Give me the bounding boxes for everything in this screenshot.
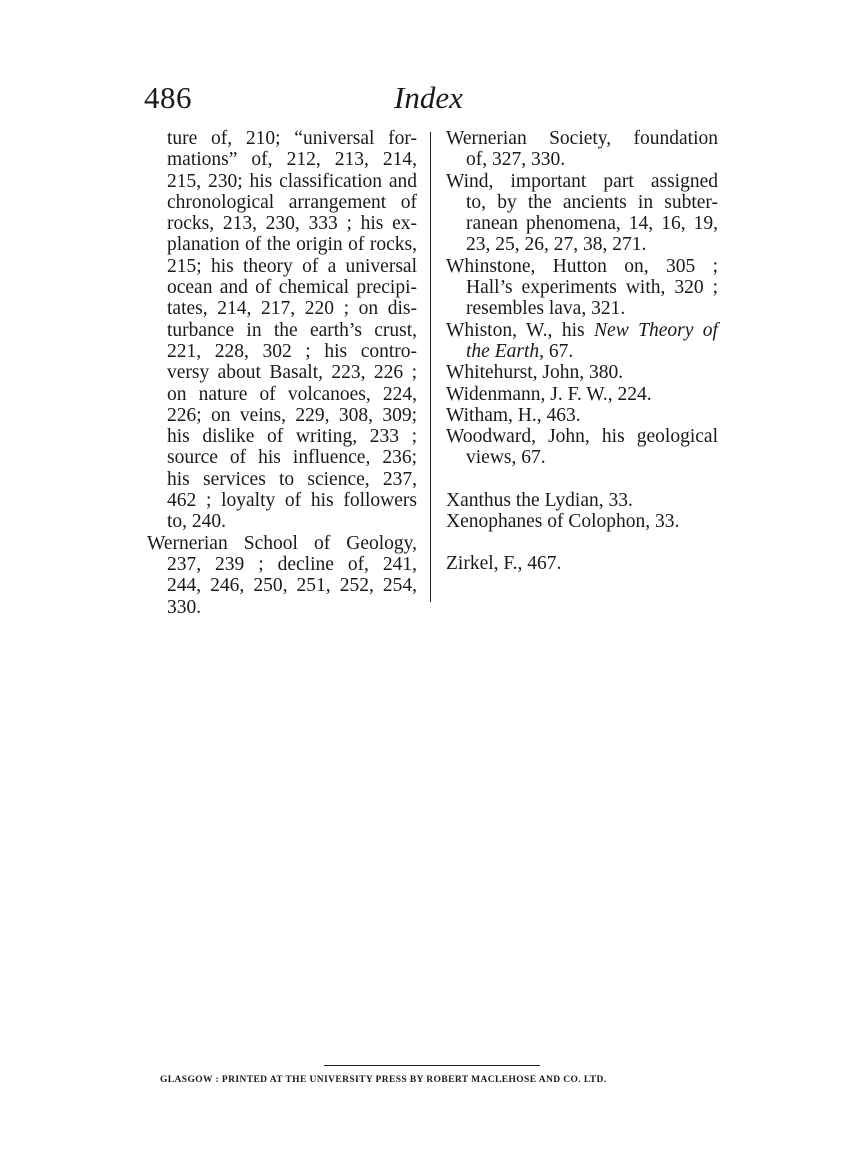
index-column-right [446, 128, 718, 575]
index-line: Wernerian Society, foundation [446, 128, 718, 149]
index-line: to, 240. [167, 511, 227, 533]
index-line [446, 341, 718, 362]
index-line: Hall’s experiments with, 320 ; [466, 277, 718, 299]
index-line: Whinstone, Hutton on, 305 ; [446, 255, 718, 277]
index-line: Widenmann, J. F. W., 224. [446, 383, 652, 405]
index-line: of, 327, 330. [466, 149, 566, 171]
index-line: tates, 214, 217, 220 ; on dis- [167, 298, 417, 320]
section-gap [446, 532, 718, 553]
index-line: 215, 230; his classification and [167, 170, 417, 192]
index-line: rocks, 213, 230, 333 ; his ex- [167, 213, 417, 235]
index-line: planation of the origin of rocks, [167, 234, 417, 256]
section-gap [446, 469, 718, 490]
printer-imprint: GLASGOW : PRINTED AT THE UNIVERSITY PRESS BY ROBERT MACLEHOSE AND CO. LTD. [160, 1075, 607, 1085]
index-entry-whinstone [446, 256, 718, 320]
index-entry-witham [446, 405, 718, 426]
index-line: Zirkel, F., 467. [446, 553, 562, 575]
index-text: , 67. [539, 340, 574, 362]
index-line: 226; on veins, 229, 308, 309; [167, 404, 417, 426]
index-entry-werner-continued [147, 128, 417, 533]
index-entry-wind [446, 171, 718, 256]
index-line: mations” of, 212, 213, 214, [167, 149, 417, 171]
index-line: Xanthus the Lydian, 33. [446, 489, 633, 511]
index-line: 23, 25, 26, 27, 38, 271. [466, 234, 647, 256]
index-line: on nature of volcanoes, 224, [167, 383, 417, 405]
index-line [446, 320, 718, 341]
index-entry-xenophanes [446, 511, 718, 532]
index-line: Woodward, John, his geological [446, 426, 718, 448]
index-entry-zirkel [446, 553, 718, 574]
index-line: 237, 239 ; decline of, 241, [167, 553, 417, 575]
index-line: Wind, important part assigned [446, 170, 718, 192]
index-line: his dislike of writing, 233 ; [167, 426, 417, 448]
index-line: chronological arrangement of [167, 191, 417, 213]
index-line: 221, 228, 302 ; his contro- [167, 340, 417, 362]
index-line: versy about Basalt, 223, 226 ; [167, 362, 417, 384]
index-line: source of his influence, 236; [167, 447, 417, 469]
index-line: to, by the ancients in subter- [466, 191, 718, 213]
index-line: Whitehurst, John, 380. [446, 362, 624, 384]
index-entry-widenmann [446, 384, 718, 405]
index-text: Whiston, W., his [446, 319, 585, 341]
column-divider [430, 132, 431, 602]
index-line: Witham, H., 463. [446, 404, 581, 426]
index-entry-whiston [446, 320, 718, 363]
index-line: views, 67. [466, 447, 546, 469]
index-line: Xenophanes of Colophon, 33. [446, 511, 680, 533]
index-line: 215; his theory of a universal [167, 255, 417, 277]
index-line: Wernerian School of Geology, [147, 532, 417, 554]
index-column-left [147, 128, 417, 618]
book-title: New Theory of [594, 319, 718, 341]
index-entry-wernerian-society [446, 128, 718, 171]
running-head: Index [394, 80, 463, 115]
index-line: his services to science, 237, [167, 468, 417, 490]
page-number: 486 [144, 80, 192, 115]
index-entry-woodward [446, 426, 718, 469]
book-title: the Earth [466, 340, 540, 362]
index-line: ranean phenomena, 14, 16, 19, [466, 213, 718, 235]
footer-rule [324, 1065, 540, 1066]
index-line: 330. [167, 596, 202, 618]
index-line: ture of, 210; “universal for- [167, 128, 417, 149]
index-line: resembles lava, 321. [466, 298, 626, 320]
index-line: turbance in the earth’s crust, [167, 319, 417, 341]
index-line: ocean and of chemical precipi- [167, 277, 417, 299]
index-entry-whitehurst [446, 362, 718, 383]
index-entry-wernerian-school [147, 533, 417, 618]
index-line: 244, 246, 250, 251, 252, 254, [167, 575, 417, 597]
index-line: 462 ; loyalty of his followers [167, 490, 417, 512]
index-entry-xanthus [446, 490, 718, 511]
